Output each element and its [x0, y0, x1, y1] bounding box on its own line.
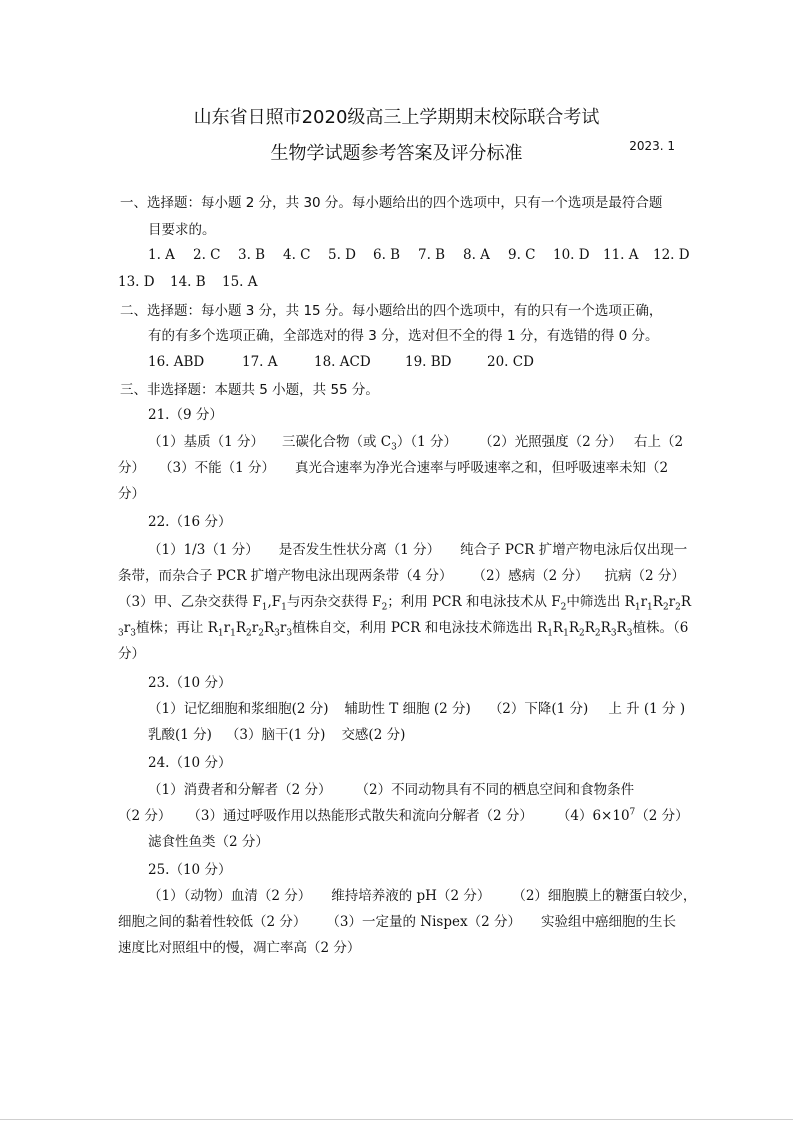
answer-15: 15. A — [222, 274, 258, 290]
q21-line1 — [148, 432, 683, 452]
q21-label: 21.（9 分） — [148, 407, 223, 423]
q21-answer-3: （3）不能（1 分） — [159, 460, 275, 476]
q24-label: 24.（10 分） — [148, 755, 232, 771]
q23-answer-3b: 交感(2 分) — [341, 727, 406, 743]
q25-answer-2b: 细胞之间的黏着性较低（2 分） — [118, 914, 307, 930]
q22-answer-1c: 纯合子 PCR 扩增产物电泳后仅出现一 — [460, 542, 688, 558]
page-subtitle: 生物学试题参考答案及评分标准 — [270, 143, 523, 164]
q21-line2-start: 分） — [118, 460, 145, 476]
section3-heading: 三、非选择题：本题共 5 小题，共 55 分。 — [120, 382, 379, 398]
q22-answer-2b: 抗病（2 分） — [604, 568, 685, 584]
q24-line1 — [148, 780, 634, 800]
section2-heading: 二、选择题：每小题 3 分，共 15 分。每小题给出的四个选项中，有的只有一个选项正确， — [120, 303, 663, 319]
q25-answer-1b: 维持培养液的 pH（2 分） — [331, 888, 491, 904]
answer-17: 17. A — [242, 354, 278, 370]
date-label: 2023. 1 — [629, 139, 675, 153]
page-title: 山东省日照市2020级高三上学期期末校际联合考试 — [193, 107, 600, 128]
q24-answer-4: $(4)6\times 10^7(2$ 分） — [556, 807, 689, 824]
answer-18: 18. ACD — [314, 354, 371, 370]
q23-answer-2b: 上 升 (1 分 ) — [608, 701, 686, 717]
q22-line2 — [118, 566, 685, 586]
q21-answer-3b: 真光合速率为净光合速率与呼吸速率之和，但呼吸速率未知（2 — [294, 460, 669, 476]
q23-answer-1b: 辅助性 T 细胞 (2 分) — [344, 701, 471, 717]
q23-answer-1: （1）记忆细胞和浆细胞(2 分) — [148, 701, 329, 717]
q23-label: 23.（10 分） — [148, 675, 232, 691]
answer-2: 2. C — [193, 247, 221, 263]
answer-20: 20. CD — [487, 354, 534, 370]
answer-8: 8. A — [463, 247, 490, 263]
answer-4: 4. C — [283, 247, 311, 263]
section2-heading-cont: 有的有多个选项正确，全部选对的得 3 分，选对但不全的得 1 分，有选错的得 0 分。 — [148, 328, 659, 344]
q23-answer-2: （2）下降(1 分) — [488, 701, 589, 717]
q21-answer-2: （2）光照强度（2 分） — [478, 434, 622, 450]
q21-answer-1b: 三碳化合物（或 $C_3)(1$ 分） — [281, 434, 457, 453]
q25-line2 — [118, 912, 676, 932]
q25-line3: 速度比对照组中的慢，凋亡率高（2 分） — [118, 940, 361, 956]
q22-answer-1b: 是否发生性状分离（1 分） — [278, 542, 441, 558]
q22-line1 — [148, 540, 687, 560]
q25-answer-1: （1）（动物）血清（2 分） — [148, 888, 312, 904]
section1-heading: 一、选择题：每小题 2 分，共 30 分。每小题给出的四个选项中，只有一个选项是最符合题 — [120, 195, 663, 211]
answer-12: 12. D — [653, 247, 690, 263]
q25-label: 25.（10 分） — [148, 862, 232, 878]
q24-answer-2: （2）不同动物具有不同的栖息空间和食物条件 — [355, 782, 635, 798]
section1-answers-row2 — [118, 272, 258, 292]
answer-16: 16. ABD — [148, 354, 205, 370]
answer-13: 13. D — [118, 274, 155, 290]
q21-answer-1: （1）基质（1 分） — [148, 434, 264, 450]
answer-6: 6. B — [373, 247, 401, 263]
answer-10: 10. D — [553, 247, 590, 263]
q25-answer-3b: 实验组中癌细胞的生长 — [540, 914, 676, 930]
q21-line2 — [118, 458, 668, 478]
q25-line1 — [148, 886, 696, 906]
q24-answer-3: （3）通过呼吸作用以热能形式散失和流向分解者（2 分） — [187, 808, 533, 824]
q22-answer-2: （2）感病（2 分） — [472, 568, 589, 584]
q22-answer-1: （1）1/3（1 分） — [148, 542, 259, 558]
answer-14: 14. B — [170, 274, 206, 290]
q25-answer-2: （2）细胞膜上的糖蛋白较少， — [512, 888, 697, 904]
q22-line3: （3）甲、乙杂交获得 $F_1,F_1$与丙杂交获得 $F_2$；利用 PCR 和电泳技术从 $F_2$中筛选出 $R_1r_1R_2r_2R$ — [118, 594, 692, 613]
answer-7: 7. B — [418, 247, 446, 263]
q23-answer-2c: 乳酸(1 分) — [148, 727, 212, 743]
q25-answer-3: （3）一定量的 Nispex（2 分） — [326, 914, 521, 930]
q23-line2 — [148, 725, 405, 745]
section2-answers — [148, 352, 534, 372]
q22-label: 22.（16 分） — [148, 514, 232, 530]
q22-line5: 分） — [118, 646, 145, 662]
answer-3: 3. B — [238, 247, 266, 263]
q24-line2 — [118, 806, 689, 826]
answer-1: 1. A — [148, 247, 175, 263]
section1-answers-row1 — [148, 245, 690, 265]
answer-11: 11. A — [603, 247, 639, 263]
answer-9: 9. C — [508, 247, 536, 263]
q22-line4: $_3r_3$植株；再让 $R_1r_1R_2r_2R_3r_3$植株自交，利用 PCR 和电泳技术筛选出 $R_1R_1R_2R_2R_3R_3$植株。（6 — [118, 620, 689, 639]
q23-answer-3: （3）脑干(1 分) — [225, 727, 326, 743]
q24-answer-2b: （2 分） — [118, 808, 172, 824]
q21-answer-2b: 右上（2 — [633, 434, 684, 450]
page-bottom-rule — [0, 1119, 793, 1120]
q21-line3: 分） — [118, 486, 145, 502]
q23-line1 — [148, 699, 685, 719]
q24-line3: 滤食性鱼类（2 分） — [148, 834, 269, 850]
answer-5: 5. D — [328, 247, 356, 263]
q22-answer-1d: 条带，而杂合子 PCR 扩增产物电泳出现两条带（4 分） — [118, 568, 453, 584]
section1-heading-cont: 目要求的。 — [148, 222, 216, 238]
answer-19: 19. BD — [405, 354, 452, 370]
q24-answer-1: （1）消费者和分解者（2 分） — [148, 782, 332, 798]
